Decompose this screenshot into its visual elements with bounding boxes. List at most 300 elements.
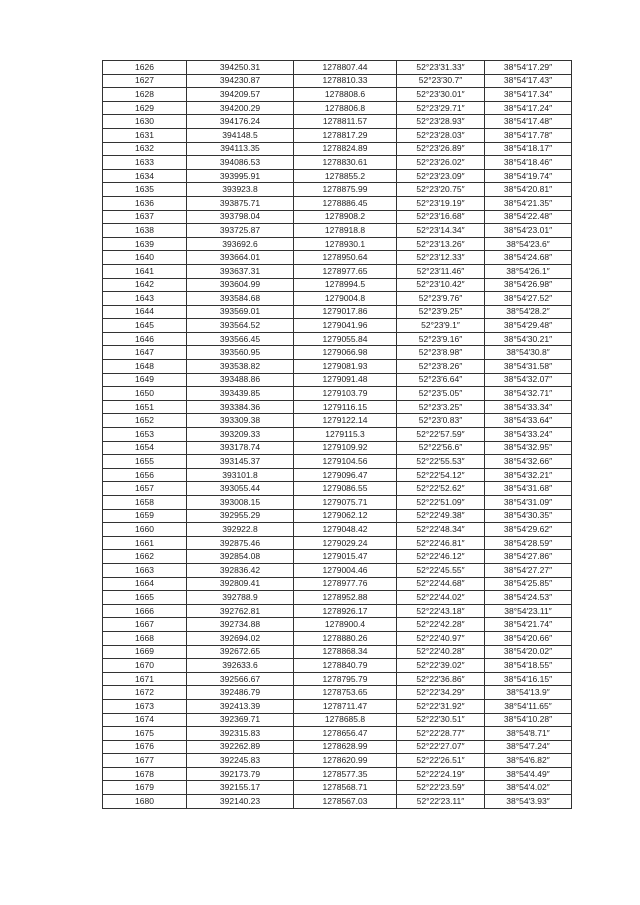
point-number-cell: 1638 (103, 224, 187, 238)
point-number-cell: 1678 (103, 767, 187, 781)
latitude-cell: 52°22′30.51″ (397, 713, 485, 727)
point-number-cell: 1679 (103, 781, 187, 795)
point-number-cell: 1675 (103, 727, 187, 741)
x-coordinate-cell: 392694.02 (187, 631, 294, 645)
latitude-cell: 52°22′51.09″ (397, 496, 485, 510)
table-row (103, 795, 572, 809)
x-coordinate-cell: 392672.65 (187, 645, 294, 659)
point-number-cell: 1677 (103, 754, 187, 768)
y-coordinate-cell: 1278807.44 (294, 61, 397, 75)
longitude-cell: 38°54′28.2″ (485, 305, 572, 319)
x-coordinate-cell: 393439.85 (187, 387, 294, 401)
point-number-cell: 1642 (103, 278, 187, 292)
x-coordinate-cell: 392413.39 (187, 699, 294, 713)
y-coordinate-cell: 1278567.03 (294, 795, 397, 809)
coordinates-table-body (103, 61, 572, 809)
table-row (103, 292, 572, 306)
latitude-cell: 52°23′8.98″ (397, 346, 485, 360)
latitude-cell: 52°22′34.29″ (397, 686, 485, 700)
x-coordinate-cell: 392140.23 (187, 795, 294, 809)
point-number-cell: 1637 (103, 210, 187, 224)
table-row (103, 414, 572, 428)
latitude-cell: 52°23′20.75″ (397, 183, 485, 197)
latitude-cell: 52°22′23.59″ (397, 781, 485, 795)
longitude-cell: 38°54′17.24″ (485, 101, 572, 115)
latitude-cell: 52°23′9.76″ (397, 292, 485, 306)
longitude-cell: 38°54′17.29″ (485, 61, 572, 75)
table-row (103, 400, 572, 414)
y-coordinate-cell: 1279062.12 (294, 509, 397, 523)
x-coordinate-cell: 394176.24 (187, 115, 294, 129)
y-coordinate-cell: 1279066.98 (294, 346, 397, 360)
y-coordinate-cell: 1278830.61 (294, 156, 397, 170)
table-row (103, 224, 572, 238)
latitude-cell: 52°23′19.19″ (397, 196, 485, 210)
y-coordinate-cell: 1279075.71 (294, 496, 397, 510)
y-coordinate-cell: 1278620.99 (294, 754, 397, 768)
y-coordinate-cell: 1278628.99 (294, 740, 397, 754)
longitude-cell: 38°54′17.78″ (485, 128, 572, 142)
latitude-cell: 52°22′43.18″ (397, 604, 485, 618)
point-number-cell: 1645 (103, 319, 187, 333)
latitude-cell: 52°23′0.83″ (397, 414, 485, 428)
y-coordinate-cell: 1278926.17 (294, 604, 397, 618)
table-row (103, 604, 572, 618)
longitude-cell: 38°54′16.15″ (485, 672, 572, 686)
table-row (103, 767, 572, 781)
x-coordinate-cell: 392262.89 (187, 740, 294, 754)
y-coordinate-cell: 1278817.29 (294, 128, 397, 142)
longitude-cell: 38°54′32.95″ (485, 441, 572, 455)
longitude-cell: 38°54′23.6″ (485, 237, 572, 251)
x-coordinate-cell: 392955.29 (187, 509, 294, 523)
longitude-cell: 38°54′8.71″ (485, 727, 572, 741)
y-coordinate-cell: 1278868.34 (294, 645, 397, 659)
y-coordinate-cell: 1278950.64 (294, 251, 397, 265)
x-coordinate-cell: 393309.38 (187, 414, 294, 428)
point-number-cell: 1646 (103, 332, 187, 346)
latitude-cell: 52°23′13.26″ (397, 237, 485, 251)
latitude-cell: 52°22′39.02″ (397, 659, 485, 673)
longitude-cell: 38°54′33.34″ (485, 400, 572, 414)
latitude-cell: 52°22′46.12″ (397, 550, 485, 564)
table-row (103, 101, 572, 115)
longitude-cell: 38°54′6.82″ (485, 754, 572, 768)
y-coordinate-cell: 1278880.26 (294, 631, 397, 645)
longitude-cell: 38°54′17.48″ (485, 115, 572, 129)
table-row (103, 305, 572, 319)
latitude-cell: 52°22′44.02″ (397, 591, 485, 605)
longitude-cell: 38°54′3.93″ (485, 795, 572, 809)
x-coordinate-cell: 393008.15 (187, 496, 294, 510)
table-row (103, 468, 572, 482)
latitude-cell: 52°22′26.51″ (397, 754, 485, 768)
x-coordinate-cell: 393604.99 (187, 278, 294, 292)
latitude-cell: 52°22′31.92″ (397, 699, 485, 713)
point-number-cell: 1629 (103, 101, 187, 115)
table-row (103, 781, 572, 795)
table-row (103, 550, 572, 564)
x-coordinate-cell: 393178.74 (187, 441, 294, 455)
longitude-cell: 38°54′20.02″ (485, 645, 572, 659)
longitude-cell: 38°54′21.35″ (485, 196, 572, 210)
point-number-cell: 1655 (103, 455, 187, 469)
longitude-cell: 38°54′17.34″ (485, 88, 572, 102)
y-coordinate-cell: 1278930.1 (294, 237, 397, 251)
y-coordinate-cell: 1278824.89 (294, 142, 397, 156)
longitude-cell: 38°54′22.48″ (485, 210, 572, 224)
point-number-cell: 1651 (103, 400, 187, 414)
longitude-cell: 38°54′32.21″ (485, 468, 572, 482)
latitude-cell: 52°23′29.71″ (397, 101, 485, 115)
latitude-cell: 52°22′44.68″ (397, 577, 485, 591)
table-row (103, 631, 572, 645)
x-coordinate-cell: 392369.71 (187, 713, 294, 727)
latitude-cell: 52°23′8.26″ (397, 360, 485, 374)
longitude-cell: 38°54′32.66″ (485, 455, 572, 469)
point-number-cell: 1653 (103, 428, 187, 442)
longitude-cell: 38°54′31.09″ (485, 496, 572, 510)
point-number-cell: 1627 (103, 74, 187, 88)
x-coordinate-cell: 392836.42 (187, 563, 294, 577)
table-row (103, 496, 572, 510)
table-row (103, 591, 572, 605)
x-coordinate-cell: 393995.91 (187, 169, 294, 183)
x-coordinate-cell: 392173.79 (187, 767, 294, 781)
x-coordinate-cell: 393538.82 (187, 360, 294, 374)
latitude-cell: 52°23′9.25″ (397, 305, 485, 319)
y-coordinate-cell: 1278795.79 (294, 672, 397, 686)
y-coordinate-cell: 1279103.79 (294, 387, 397, 401)
point-number-cell: 1656 (103, 468, 187, 482)
table-row (103, 332, 572, 346)
point-number-cell: 1640 (103, 251, 187, 265)
y-coordinate-cell: 1279091.48 (294, 373, 397, 387)
point-number-cell: 1670 (103, 659, 187, 673)
point-number-cell: 1672 (103, 686, 187, 700)
longitude-cell: 38°54′18.17″ (485, 142, 572, 156)
x-coordinate-cell: 393692.6 (187, 237, 294, 251)
y-coordinate-cell: 1279104.56 (294, 455, 397, 469)
x-coordinate-cell: 393725.87 (187, 224, 294, 238)
x-coordinate-cell: 393798.04 (187, 210, 294, 224)
coordinates-table (102, 60, 572, 809)
table-row (103, 727, 572, 741)
point-number-cell: 1644 (103, 305, 187, 319)
longitude-cell: 38°54′30.21″ (485, 332, 572, 346)
y-coordinate-cell: 1279015.47 (294, 550, 397, 564)
x-coordinate-cell: 392788.9 (187, 591, 294, 605)
point-number-cell: 1639 (103, 237, 187, 251)
table-row (103, 183, 572, 197)
y-coordinate-cell: 1278577.35 (294, 767, 397, 781)
longitude-cell: 38°54′4.49″ (485, 767, 572, 781)
point-number-cell: 1643 (103, 292, 187, 306)
y-coordinate-cell: 1278808.6 (294, 88, 397, 102)
x-coordinate-cell: 394250.31 (187, 61, 294, 75)
table-row (103, 278, 572, 292)
longitude-cell: 38°54′27.86″ (485, 550, 572, 564)
x-coordinate-cell: 393384.36 (187, 400, 294, 414)
x-coordinate-cell: 394209.57 (187, 88, 294, 102)
table-row (103, 563, 572, 577)
y-coordinate-cell: 1279017.86 (294, 305, 397, 319)
y-coordinate-cell: 1278886.45 (294, 196, 397, 210)
longitude-cell: 38°54′27.27″ (485, 563, 572, 577)
longitude-cell: 38°54′30.35″ (485, 509, 572, 523)
y-coordinate-cell: 1279109.92 (294, 441, 397, 455)
x-coordinate-cell: 393566.45 (187, 332, 294, 346)
y-coordinate-cell: 1279122.14 (294, 414, 397, 428)
point-number-cell: 1632 (103, 142, 187, 156)
y-coordinate-cell: 1278977.65 (294, 264, 397, 278)
latitude-cell: 52°23′30.01″ (397, 88, 485, 102)
y-coordinate-cell: 1278840.79 (294, 659, 397, 673)
point-number-cell: 1674 (103, 713, 187, 727)
latitude-cell: 52°23′9.16″ (397, 332, 485, 346)
table-row (103, 523, 572, 537)
y-coordinate-cell: 1278977.76 (294, 577, 397, 591)
table-row (103, 482, 572, 496)
y-coordinate-cell: 1278568.71 (294, 781, 397, 795)
latitude-cell: 52°23′5.05″ (397, 387, 485, 401)
y-coordinate-cell: 1279096.47 (294, 468, 397, 482)
point-number-cell: 1668 (103, 631, 187, 645)
table-row (103, 618, 572, 632)
y-coordinate-cell: 1279004.8 (294, 292, 397, 306)
point-number-cell: 1626 (103, 61, 187, 75)
point-number-cell: 1650 (103, 387, 187, 401)
longitude-cell: 38°54′7.24″ (485, 740, 572, 754)
x-coordinate-cell: 392486.79 (187, 686, 294, 700)
x-coordinate-cell: 393145.37 (187, 455, 294, 469)
latitude-cell: 52°23′11.46″ (397, 264, 485, 278)
longitude-cell: 38°54′24.68″ (485, 251, 572, 265)
x-coordinate-cell: 392566.67 (187, 672, 294, 686)
latitude-cell: 52°22′57.59″ (397, 428, 485, 442)
x-coordinate-cell: 393923.8 (187, 183, 294, 197)
point-number-cell: 1633 (103, 156, 187, 170)
longitude-cell: 38°54′29.62″ (485, 523, 572, 537)
x-coordinate-cell: 393488.86 (187, 373, 294, 387)
point-number-cell: 1659 (103, 509, 187, 523)
table-row (103, 156, 572, 170)
table-row (103, 169, 572, 183)
table-row (103, 128, 572, 142)
y-coordinate-cell: 1278711.47 (294, 699, 397, 713)
latitude-cell: 52°22′52.62″ (397, 482, 485, 496)
table-row (103, 373, 572, 387)
latitude-cell: 52°22′40.97″ (397, 631, 485, 645)
table-row (103, 319, 572, 333)
latitude-cell: 52°23′30.7″ (397, 74, 485, 88)
y-coordinate-cell: 1278908.2 (294, 210, 397, 224)
y-coordinate-cell: 1278900.4 (294, 618, 397, 632)
longitude-cell: 38°54′18.46″ (485, 156, 572, 170)
y-coordinate-cell: 1279115.3 (294, 428, 397, 442)
latitude-cell: 52°23′16.68″ (397, 210, 485, 224)
point-number-cell: 1662 (103, 550, 187, 564)
y-coordinate-cell: 1278806.8 (294, 101, 397, 115)
latitude-cell: 52°22′45.55″ (397, 563, 485, 577)
latitude-cell: 52°22′55.53″ (397, 455, 485, 469)
x-coordinate-cell: 393875.71 (187, 196, 294, 210)
y-coordinate-cell: 1278875.99 (294, 183, 397, 197)
longitude-cell: 38°54′30.8″ (485, 346, 572, 360)
point-number-cell: 1680 (103, 795, 187, 809)
x-coordinate-cell: 392854.08 (187, 550, 294, 564)
table-row (103, 428, 572, 442)
y-coordinate-cell: 1279029.24 (294, 536, 397, 550)
x-coordinate-cell: 393569.01 (187, 305, 294, 319)
point-number-cell: 1630 (103, 115, 187, 129)
table-row (103, 387, 572, 401)
latitude-cell: 52°23′6.64″ (397, 373, 485, 387)
table-row (103, 509, 572, 523)
longitude-cell: 38°54′23.11″ (485, 604, 572, 618)
point-number-cell: 1658 (103, 496, 187, 510)
point-number-cell: 1649 (103, 373, 187, 387)
longitude-cell: 38°54′10.28″ (485, 713, 572, 727)
point-number-cell: 1676 (103, 740, 187, 754)
point-number-cell: 1661 (103, 536, 187, 550)
x-coordinate-cell: 392155.17 (187, 781, 294, 795)
point-number-cell: 1671 (103, 672, 187, 686)
x-coordinate-cell: 393055.44 (187, 482, 294, 496)
x-coordinate-cell: 392633.6 (187, 659, 294, 673)
latitude-cell: 52°23′14.34″ (397, 224, 485, 238)
table-row (103, 754, 572, 768)
table-row (103, 237, 572, 251)
longitude-cell: 38°54′18.55″ (485, 659, 572, 673)
longitude-cell: 38°54′21.74″ (485, 618, 572, 632)
point-number-cell: 1667 (103, 618, 187, 632)
longitude-cell: 38°54′20.81″ (485, 183, 572, 197)
x-coordinate-cell: 393584.68 (187, 292, 294, 306)
longitude-cell: 38°54′27.52″ (485, 292, 572, 306)
point-number-cell: 1665 (103, 591, 187, 605)
latitude-cell: 52°23′26.02″ (397, 156, 485, 170)
y-coordinate-cell: 1278810.33 (294, 74, 397, 88)
y-coordinate-cell: 1279048.42 (294, 523, 397, 537)
point-number-cell: 1648 (103, 360, 187, 374)
latitude-cell: 52°22′28.77″ (397, 727, 485, 741)
point-number-cell: 1634 (103, 169, 187, 183)
longitude-cell: 38°54′29.48″ (485, 319, 572, 333)
y-coordinate-cell: 1278952.88 (294, 591, 397, 605)
table-row (103, 360, 572, 374)
point-number-cell: 1654 (103, 441, 187, 455)
table-row (103, 645, 572, 659)
point-number-cell: 1673 (103, 699, 187, 713)
y-coordinate-cell: 1279004.46 (294, 563, 397, 577)
table-row (103, 74, 572, 88)
longitude-cell: 38°54′33.64″ (485, 414, 572, 428)
table-row (103, 659, 572, 673)
x-coordinate-cell: 392809.41 (187, 577, 294, 591)
x-coordinate-cell: 394200.29 (187, 101, 294, 115)
point-number-cell: 1664 (103, 577, 187, 591)
table-row (103, 210, 572, 224)
table-row (103, 686, 572, 700)
point-number-cell: 1635 (103, 183, 187, 197)
latitude-cell: 52°23′28.03″ (397, 128, 485, 142)
x-coordinate-cell: 393101.8 (187, 468, 294, 482)
x-coordinate-cell: 394113.35 (187, 142, 294, 156)
table-row (103, 196, 572, 210)
latitude-cell: 52°23′12.33″ (397, 251, 485, 265)
latitude-cell: 52°22′27.07″ (397, 740, 485, 754)
y-coordinate-cell: 1278685.8 (294, 713, 397, 727)
table-row (103, 441, 572, 455)
x-coordinate-cell: 393637.31 (187, 264, 294, 278)
latitude-cell: 52°23′9.1″ (397, 319, 485, 333)
latitude-cell: 52°22′24.19″ (397, 767, 485, 781)
longitude-cell: 38°54′26.98″ (485, 278, 572, 292)
latitude-cell: 52°23′23.09″ (397, 169, 485, 183)
x-coordinate-cell: 393564.52 (187, 319, 294, 333)
point-number-cell: 1666 (103, 604, 187, 618)
point-number-cell: 1631 (103, 128, 187, 142)
table-row (103, 115, 572, 129)
longitude-cell: 38°54′4.02″ (485, 781, 572, 795)
latitude-cell: 52°22′54.12″ (397, 468, 485, 482)
x-coordinate-cell: 392245.83 (187, 754, 294, 768)
latitude-cell: 52°22′49.38″ (397, 509, 485, 523)
latitude-cell: 52°22′48.34″ (397, 523, 485, 537)
table-row (103, 713, 572, 727)
x-coordinate-cell: 392762.81 (187, 604, 294, 618)
latitude-cell: 52°23′10.42″ (397, 278, 485, 292)
table-row (103, 699, 572, 713)
point-number-cell: 1628 (103, 88, 187, 102)
latitude-cell: 52°22′23.11″ (397, 795, 485, 809)
table-row (103, 455, 572, 469)
x-coordinate-cell: 394148.5 (187, 128, 294, 142)
table-row (103, 142, 572, 156)
point-number-cell: 1652 (103, 414, 187, 428)
y-coordinate-cell: 1279041.96 (294, 319, 397, 333)
x-coordinate-cell: 392315.83 (187, 727, 294, 741)
point-number-cell: 1641 (103, 264, 187, 278)
table-row (103, 346, 572, 360)
longitude-cell: 38°54′23.01″ (485, 224, 572, 238)
longitude-cell: 38°54′31.68″ (485, 482, 572, 496)
table-row (103, 61, 572, 75)
table-row (103, 536, 572, 550)
latitude-cell: 52°23′26.89″ (397, 142, 485, 156)
latitude-cell: 52°22′36.86″ (397, 672, 485, 686)
table-row (103, 251, 572, 265)
y-coordinate-cell: 1278753.65 (294, 686, 397, 700)
y-coordinate-cell: 1278811.57 (294, 115, 397, 129)
point-number-cell: 1660 (103, 523, 187, 537)
longitude-cell: 38°54′25.85″ (485, 577, 572, 591)
y-coordinate-cell: 1279086.55 (294, 482, 397, 496)
longitude-cell: 38°54′13.9″ (485, 686, 572, 700)
point-number-cell: 1647 (103, 346, 187, 360)
longitude-cell: 38°54′28.59″ (485, 536, 572, 550)
longitude-cell: 38°54′19.74″ (485, 169, 572, 183)
point-number-cell: 1669 (103, 645, 187, 659)
latitude-cell: 52°23′28.93″ (397, 115, 485, 129)
point-number-cell: 1636 (103, 196, 187, 210)
longitude-cell: 38°54′33.24″ (485, 428, 572, 442)
table-row (103, 740, 572, 754)
table-row (103, 672, 572, 686)
latitude-cell: 52°22′42.28″ (397, 618, 485, 632)
x-coordinate-cell: 394086.53 (187, 156, 294, 170)
